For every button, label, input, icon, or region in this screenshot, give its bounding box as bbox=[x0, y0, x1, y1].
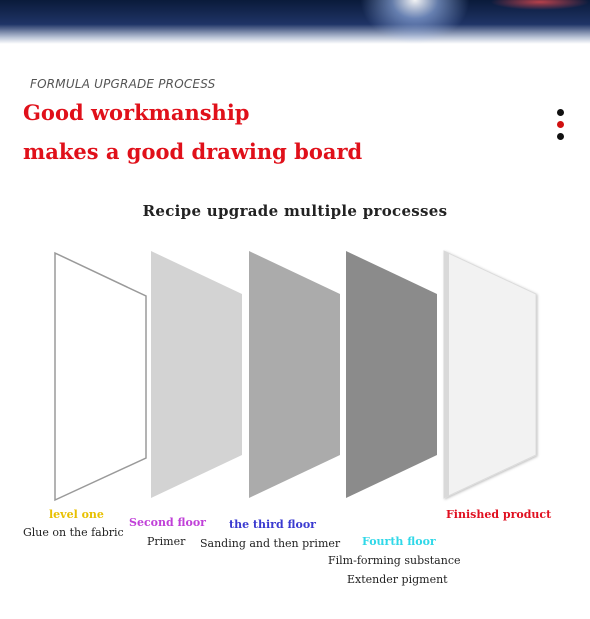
headline-line-2: makes a good drawing board bbox=[23, 139, 363, 164]
desc-third-floor: Sanding and then primer bbox=[200, 537, 341, 550]
desc-fourth-floor-2: Extender pigment bbox=[347, 573, 448, 586]
layer-panel-third-floor bbox=[249, 251, 340, 498]
layer-panel-finished-product bbox=[444, 251, 536, 498]
label-second-floor: Second floor bbox=[129, 516, 206, 529]
label-finished-product: Finished product bbox=[446, 508, 552, 521]
section-kicker: FORMULA UPGRADE PROCESS bbox=[30, 77, 216, 91]
layer-panel-level-one bbox=[55, 253, 146, 500]
layer-panel-fourth-floor bbox=[346, 251, 437, 498]
desc-second-floor: Primer bbox=[147, 535, 186, 548]
label-level-one: level one bbox=[49, 508, 104, 521]
layer-panel-second-floor bbox=[151, 251, 242, 498]
label-third-floor: the third floor bbox=[229, 518, 316, 531]
desc-fourth-floor-1: Film-forming substance bbox=[328, 554, 461, 567]
finished-panel-edge bbox=[444, 251, 449, 498]
desc-level-one: Glue on the fabric bbox=[23, 526, 124, 539]
process-subtitle: Recipe upgrade multiple processes bbox=[142, 202, 448, 220]
headline-line-1: Good workmanship bbox=[23, 100, 250, 125]
label-fourth-floor: Fourth floor bbox=[362, 535, 436, 548]
